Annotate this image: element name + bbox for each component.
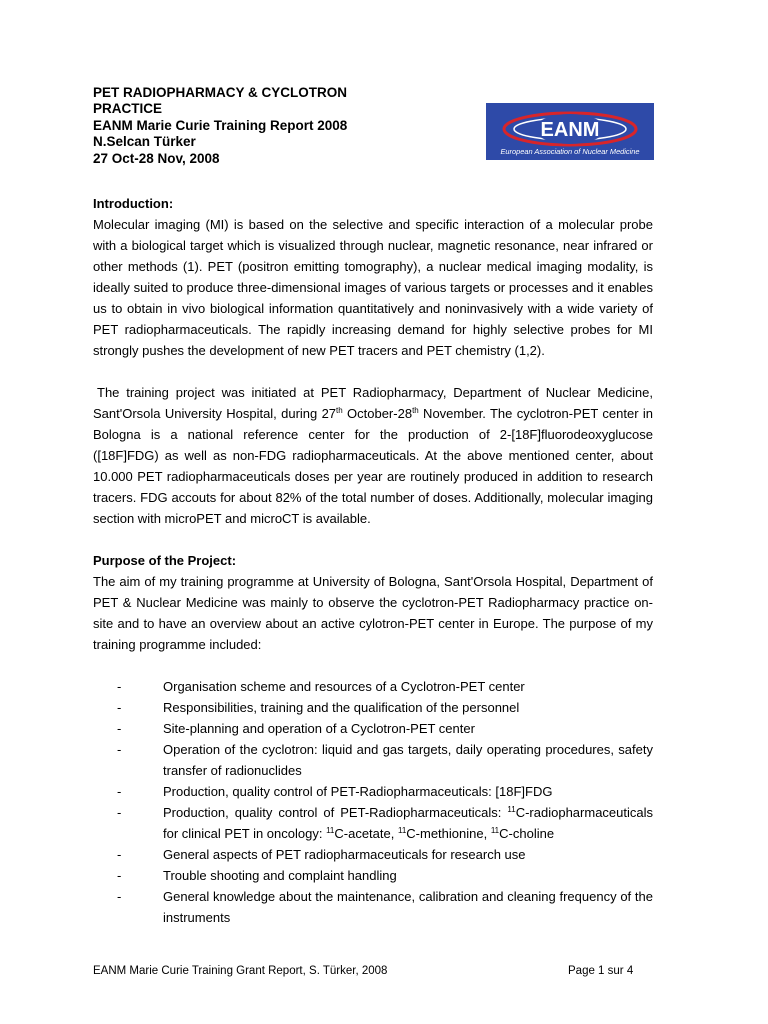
list-bullet: - bbox=[117, 868, 122, 883]
list-item-text: Production, quality control of PET-Radiopharmaceuticals: [18F]FDG bbox=[163, 784, 553, 799]
title-line: PRACTICE bbox=[93, 101, 163, 117]
training-project-paragraph bbox=[93, 382, 653, 529]
list-item-segment: Production, quality control of PET-Radiopharmaceuticals: bbox=[163, 805, 508, 820]
list-item-text: Organisation scheme and resources of a Cyclotron-PET center bbox=[163, 679, 525, 694]
list-bullet: - bbox=[117, 847, 122, 862]
superscript: 11 bbox=[490, 826, 500, 835]
logo-full-name: European Association of Nuclear Medicine bbox=[500, 147, 640, 156]
list-item bbox=[93, 844, 653, 865]
eanm-logo-graphic bbox=[486, 103, 654, 160]
superscript: 11 bbox=[397, 826, 407, 835]
report-title-block bbox=[93, 85, 433, 167]
superscript: 11 bbox=[507, 805, 516, 814]
author-line: N.Selcan Türker bbox=[93, 134, 196, 150]
list-bullet: - bbox=[117, 784, 122, 799]
paragraph-text: November. The cyclotron-PET center in Bologna is a national reference center for the production of 2-[18F]fluorodeoxyglucose ([18F]FDG) as well as non-FDG radiopharmaceuticals. At the above mentioned center, about 10.000 PET radiopharmaceuticals doses per year are routinely produced in addition to research tracers. FDG accouts for about 82% of the total number of doses. Additionally, molecular imaging section with microPET and microCT is available. bbox=[93, 406, 653, 526]
list-item bbox=[93, 676, 653, 697]
date-line: 27 Oct-28 Nov, 2008 bbox=[93, 150, 220, 166]
list-item bbox=[93, 802, 653, 844]
purpose-paragraph: The aim of my training programme at University of Bologna, Sant'Orsola Hospital, Department of PET & Nuclear Medicine was mainly to observe the cyclotron-PET Radiopharmacy practice on-site and to have an overview about an active cylotron-PET center in Europe. The purpose of my training programme included: bbox=[93, 574, 653, 652]
list-item bbox=[93, 697, 653, 718]
list-item-text: Site-planning and operation of a Cyclotron-PET center bbox=[163, 721, 475, 736]
purpose-section bbox=[93, 550, 653, 655]
paragraph-text: October-28 bbox=[342, 406, 413, 421]
paragraph-text: The training project was initiated at PET Radiopharmacy, Department of Nuclear Medicine, Sant'Orsola University Hospital, during 27 bbox=[93, 385, 653, 421]
training-programme-list bbox=[93, 676, 653, 928]
list-item-segment: C-choline bbox=[499, 826, 555, 841]
superscript: th bbox=[336, 406, 343, 415]
purpose-heading: Purpose of the Project: bbox=[93, 553, 237, 568]
footer-page-number: Page 1 sur 4 bbox=[568, 965, 634, 977]
list-item-text: Trouble shooting and complaint handling bbox=[163, 868, 397, 883]
list-item-text bbox=[163, 802, 653, 844]
list-bullet: - bbox=[117, 700, 122, 715]
list-bullet: - bbox=[117, 742, 122, 757]
superscript: 11 bbox=[326, 826, 335, 835]
list-bullet: - bbox=[117, 721, 122, 736]
list-item bbox=[93, 718, 653, 739]
list-item bbox=[93, 865, 653, 886]
list-bullet: - bbox=[117, 889, 122, 904]
introduction-heading: Introduction: bbox=[93, 196, 174, 211]
list-item-segment: C-acetate, bbox=[334, 826, 398, 841]
list-item-text: Responsibilities, training and the qualification of the personnel bbox=[163, 700, 520, 715]
list-item-text: General aspects of PET radiopharmaceuticals for research use bbox=[163, 847, 526, 862]
title-line: PET RADIOPHARMACY & CYCLOTRON bbox=[93, 85, 348, 100]
title-line: EANM Marie Curie Training Report 2008 bbox=[93, 117, 348, 133]
list-item bbox=[93, 739, 653, 781]
list-item bbox=[93, 781, 653, 802]
list-item-text: General knowledge about the maintenance, calibration and cleaning frequency of the instruments bbox=[163, 889, 653, 925]
footer-report-title: EANM Marie Curie Training Grant Report, S. Türker, 2008 bbox=[93, 965, 388, 977]
logo-acronym: EANM bbox=[540, 119, 600, 141]
introduction-paragraph: Molecular imaging (MI) is based on the selective and specific interaction of a molecular probe with a biological target which is visualized through nuclear, magnetic resonance, near infrared or other methods (1). PET (positron emitting tomography), a nuclear medical imaging modality, is ideally suited to produce three-dimensional images of various targets or processes and it enables us to obtain in vivo biological information quantitatively and noninvasively with a wide variety of PET radiopharmaceuticals. The rapidly increasing demand for highly selective probes for MI strongly pushes the development of new PET tracers and PET chemistry (1,2). bbox=[93, 217, 653, 358]
eanm-logo bbox=[486, 103, 654, 160]
list-bullet: - bbox=[117, 679, 122, 694]
list-item-segment: C-methionine, bbox=[406, 826, 491, 841]
list-bullet: - bbox=[117, 805, 122, 820]
list-item-text: Operation of the cyclotron: liquid and gas targets, daily operating procedures, safety transfer of radionuclides bbox=[163, 742, 653, 778]
list-item-segment: C-radiopharmaceuticals for clinical PET in oncology: bbox=[163, 805, 653, 841]
list-item bbox=[93, 886, 653, 928]
introduction-section bbox=[93, 193, 653, 529]
superscript: th bbox=[412, 406, 419, 415]
